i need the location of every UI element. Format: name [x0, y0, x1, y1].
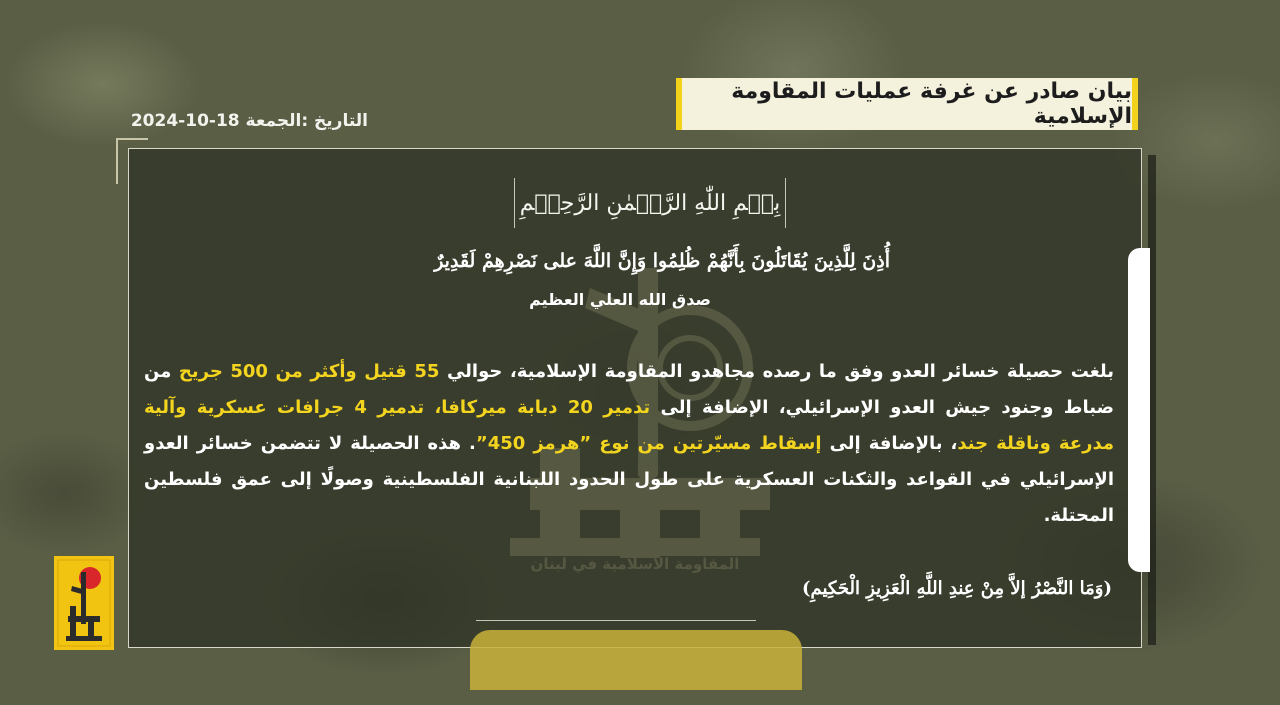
body-segment: . هذه الحصيلة لا تتضمن خسائر العدو الإسرائيلي في القواعد والثكنات العسكرية على طول الحدود اللبنانية الفلسطينية وصولًا إلى عمق فلسطين المحتلة. — [144, 433, 1114, 526]
panel-corner-accent-vertical — [116, 138, 118, 184]
body-segment: من ضباط وجنود جيش العدو الإسرائيلي، الإضافة إلى — [144, 361, 1114, 418]
statement-date — [128, 106, 368, 136]
panel-corner-accent — [116, 138, 148, 140]
basmala: بِسۡمِ اللّٰهِ الرَّحۡمٰنِ الرَّحِيۡمِ — [519, 190, 781, 216]
body-segment: بلغت حصيلة خسائر العدو وفق ما رصده مجاهدو المقاومة الإسلامية، حوالي — [439, 361, 1115, 382]
statement-title-banner — [676, 78, 1138, 130]
emblem-watermark-caption: المقاومة الاسلامية في لبنان — [530, 555, 740, 573]
body-segment: ، بالإضافة إلى — [821, 433, 958, 454]
verse-seal: صدق الله العلي العظيم — [529, 290, 711, 309]
statement-date-text: التاريخ :الجمعة 18-10-2024 — [130, 111, 368, 131]
bottom-decoration — [470, 630, 802, 690]
statement-title: بيان صادر عن غرفة عمليات المقاومة الإسلامية — [731, 79, 1132, 129]
body-highlight: 55 قتيل وأكثر من 500 جريح — [178, 361, 440, 382]
body-highlight: تدمير 20 دبابة ميركافا، تدمير 4 جرافات عسكرية وآلية مدرعة وناقلة جند — [144, 397, 1114, 454]
closing-verse: (وَمَا النَّصْرُ إلاَّ مِنْ عِندِ اللَّهِ الْعَزِيزِ الْحَكِيمِ) — [802, 578, 1112, 599]
quran-verse: أُذِنَ لِلَّذِينَ يُقَاتَلُونَ بِأَنَّهُمْ ظُلِمُوا وَإِنَّ اللَّهَ على نَصْرِهِمْ لَقَدِيرٌ — [434, 250, 890, 272]
side-tab — [1128, 248, 1150, 572]
body-highlight: إسقاط مسيّرتين من نوع ”هرمز 450” — [475, 433, 822, 454]
basmala-frame — [514, 178, 786, 228]
bottom-divider — [476, 620, 756, 621]
statement-body — [144, 354, 1114, 534]
hezbollah-emblem-icon — [54, 556, 114, 650]
